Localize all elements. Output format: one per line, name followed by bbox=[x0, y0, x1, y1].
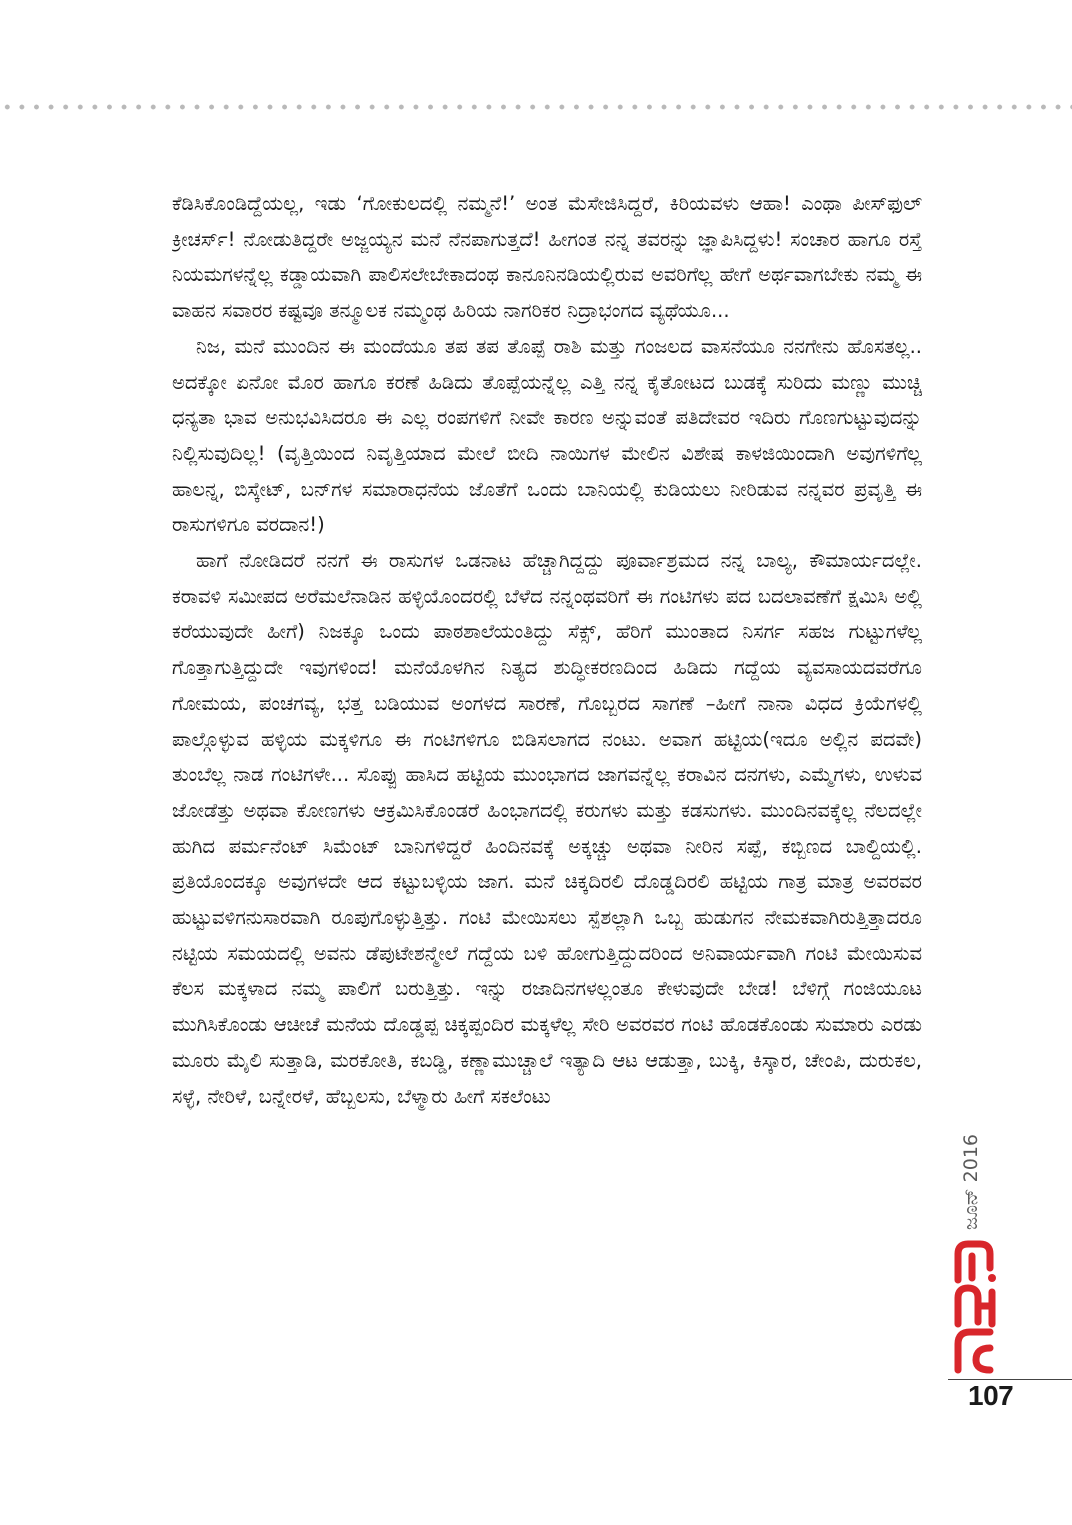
paragraph: ಕೆಡಿಸಿಕೊಂಡಿದ್ದೆಯಲ್ಲ, ಇಡು ‘ಗೋಕುಲದಲ್ಲಿ ನಮ್ಮನೆ!’ ಅಂತ ಮೆಸೇಜಿಸಿದ್ದರೆ, ಕಿರಿಯವಳು ಆಹಾ! ಎಂಥಾ ಪೀಸ್‌ಫುಲ್ ಕ್ರೀಚರ್ಸ್! ನೋಡುತಿದ್ದರೇ ಅಜ್ಜಯ್ಯನ ಮನೆ ನೆನಪಾಗುತ್ತದೆ! ಹೀಗಂತ ನನ್ನ ತವರನ್ನು ಜ್ಞಾಪಿಸಿದ್ದಳು! ಸಂಚಾರ ಹಾಗೂ ರಸ್ತೆ ನಿಯಮಗಳನ್ನೆಲ್ಲ ಕಡ್ಡಾಯವಾಗಿ ಪಾಲಿಸಲೇಬೇಕಾದಂಥ ಕಾನೂನಿನಡಿಯಲ್ಲಿರುವ ಅವರಿಗೆಲ್ಲ ಹೇಗೆ ಅರ್ಥವಾಗಬೇಕು ನಮ್ಮ ಈ ವಾಹನ ಸವಾರರ ಕಷ್ಟವೂ ತನ್ಮೂಲಕ ನಮ್ಮಂಥ ಹಿರಿಯ ನಾಗರಿಕರ ನಿದ್ರಾಭಂಗದ ವ್ಯಥೆಯೂ... bbox=[172, 192, 922, 323]
issue-date bbox=[960, 1110, 1040, 1230]
article-body bbox=[172, 186, 922, 1366]
page-number: 107 bbox=[968, 1380, 1014, 1411]
dotted-top-rule bbox=[0, 104, 1072, 110]
paragraph: ಹಾಗೆ ನೋಡಿದರೆ ನನಗೆ ಈ ರಾಸುಗಳ ಒಡನಾಟ ಹೆಚ್ಚಾಗಿದ್ದದ್ದು ಪೂರ್ವಾಶ್ರಮದ ನನ್ನ ಬಾಲ್ಯ, ಕೌಮಾರ್ಯದಲ್ಲೇ. ಕರಾವಳಿ ಸಮೀಪದ ಅರೆಮಲೆನಾಡಿನ ಹಳ್ಳಿಯೊಂದರಲ್ಲಿ ಬೆಳೆದ ನನ್ನಂಥವರಿಗೆ ಈ ಗಂಟಿಗಳು ಪದ ಬದಲಾವಣೆಗೆ ಕ್ಷಮಿಸಿ ಅಲ್ಲಿ ಕರೆಯುವುದೇ ಹೀಗೆ) ನಿಜಕ್ಕೂ ಒಂದು ಪಾಠಶಾಲೆಯಂತಿದ್ದು ಸೆಕ್ಸ್, ಹೆರಿಗೆ ಮುಂತಾದ ನಿಸರ್ಗ ಸಹಜ ಗುಟ್ಟುಗಳೆಲ್ಲ ಗೊತ್ತಾಗುತ್ತಿದ್ದುದೇ ಇವುಗಳಿಂದ! ಮನೆಯೊಳಗಿನ ನಿತ್ಯದ ಶುದ್ಧೀಕರಣದಿಂದ ಹಿಡಿದು ಗದ್ದೆಯ ವ್ಯವಸಾಯದವರೆಗೂ ಗೋಮಯ, ಪಂಚಗವ್ಯ, ಭತ್ತ ಬಡಿಯುವ ಅಂಗಳದ ಸಾರಣೆ, ಗೊಬ್ಬರದ ಸಾಗಣೆ –ಹೀಗೆ ನಾನಾ ವಿಧದ ಕ್ರಿಯೆಗಳಲ್ಲಿ ಪಾಲ್ಗೊಳ್ಳುವ ಹಳ್ಳಿಯ ಮಕ್ಕಳಿಗೂ ಈ ಗಂಟಿಗಳಿಗೂ ಬಿಡಿಸಲಾಗದ ನಂಟು. ಅವಾಗ ಹಟ್ಟಿಯ(ಇದೂ ಅಲ್ಲಿನ ಪದವೇ) ತುಂಬೆಲ್ಲ ನಾಡ ಗಂಟಿಗಳೇ... ಸೊಪ್ಪು ಹಾಸಿದ ಹಟ್ಟಿಯ ಮುಂಭಾಗದ ಜಾಗವನ್ನೆಲ್ಲ ಕರಾವಿನ ದನಗಳು, ಎಮ್ಮೆಗಳು, ಉಳುವ ಜೋಡೆತ್ತು ಅಥವಾ ಕೋಣಗಳು ಆಕ್ರಮಿಸಿಕೊಂಡರೆ ಹಿಂಭಾಗದಲ್ಲಿ ಕರುಗಳು ಮತ್ತು ಕಡಸುಗಳು. ಮುಂದಿನವಕ್ಕೆಲ್ಲ ನೆಲದಲ್ಲೇ ಹುಗಿದ ಪರ್ಮನೆಂಟ್ ಸಿಮೆಂಟ್ ಬಾನಿಗಳಿದ್ದರೆ ಹಿಂದಿನವಕ್ಕೆ ಅಕ್ಕಚ್ಚು ಅಥವಾ ನೀರಿನ ಸಪ್ಪೆ, ಕಬ್ಬಿಣದ ಬಾಲ್ದಿಯಲ್ಲಿ. ಪ್ರತಿಯೊಂದಕ್ಕೂ ಅವುಗಳದೇ ಆದ ಕಟ್ಟುಬಳ್ಳಿಯ ಜಾಗ. ಮನೆ ಚಿಕ್ಕದಿರಲಿ ದೊಡ್ಡದಿರಲಿ ಹಟ್ಟಿಯ ಗಾತ್ರ ಮಾತ್ರ ಅವರವರ ಹುಟ್ಟುವಳಿಗನುಸಾರವಾಗಿ ರೂಪುಗೊಳ್ಳುತ್ತಿತ್ತು. ಗಂಟಿ ಮೇಯಿಸಲು ಸ್ಪೆಶಲ್ಲಾಗಿ ಒಬ್ಬ ಹುಡುಗನ ನೇಮಕವಾಗಿರುತ್ತಿತ್ತಾದರೂ ನಟ್ಟಿಯ ಸಮಯದಲ್ಲಿ ಅವನು ಡೆಪುಟೇಶನ್ಮೇಲೆ ಗದ್ದೆಯ ಬಳಿ ಹೋಗುತ್ತಿದ್ದುದರಿಂದ ಅನಿವಾರ್ಯವಾಗಿ ಗಂಟಿ ಮೇಯಿಸುವ ಕೆಲಸ ಮಕ್ಕಳಾದ ನಮ್ಮ ಪಾಲಿಗೆ ಬರುತ್ತಿತ್ತು. ಇನ್ನು ರಜಾದಿನಗಳಲ್ಲಂತೂ ಕೇಳುವುದೇ ಬೇಡ! ಬೆಳಿಗ್ಗೆ ಗಂಜಿಯೂಟ ಮುಗಿಸಿಕೊಂಡು ಆಚೀಚೆ ಮನೆಯ ದೊಡ್ಡಪ್ಪ ಚಿಕ್ಕಪ್ಪಂದಿರ ಮಕ್ಕಳೆಲ್ಲ ಸೇರಿ ಅವರವರ ಗಂಟಿ ಹೊಡಕೊಂಡು ಸುಮಾರು ಎರಡು ಮೂರು ಮೈಲಿ ಸುತ್ತಾಡಿ, ಮರಕೋತಿ, ಕಬಡ್ಡಿ, ಕಣ್ಣಾಮುಚ್ಚಾಲೆ ಇತ್ಯಾದಿ ಆಟ ಆಡುತ್ತಾ, ಬುಕ್ಕಿ, ಕಿಸ್ಕಾರ, ಚೇಂಪಿ, ದುರುಕಲ, ಸಳ್ಳೆ, ನೇರಿಳೆ, ಬನ್ನೇರಳೆ, ಹೆಬ್ಬಲಸು, ಬೆಳ್ಮಾರು ಹೀಗೆ ಸಕಲೆಂಟು bbox=[172, 549, 922, 1108]
paragraph: ನಿಜ, ಮನೆ ಮುಂದಿನ ಈ ಮಂದೆಯೂ ತಪ ತಪ ತೊಪ್ಪೆ ರಾಶಿ ಮತ್ತು ಗಂಜಲದ ವಾಸನೆಯೂ ನನಗೇನು ಹೊಸತಲ್ಲ.. ಅದಕ್ಕೋ ಏನೋ ಮೊರ ಹಾಗೂ ಕರಣೆ ಹಿಡಿದು ತೊಪ್ಪೆಯನ್ನೆಲ್ಲ ಎತ್ತಿ ನನ್ನ ಕೈತೋಟದ ಬುಡಕ್ಕೆ ಸುರಿದು ಮಣ್ಣು ಮುಚ್ಚಿ ಧನ್ಯತಾ ಭಾವ ಅನುಭವಿಸಿದರೂ ಈ ಎಲ್ಲ ರಂಪಗಳಿಗೆ ನೀವೇ ಕಾರಣ ಅನ್ನುವಂತೆ ಪತಿದೇವರ ಇದಿರು ಗೊಣಗುಟ್ಟುವುದನ್ನು ನಿಲ್ಲಿಸುವುದಿಲ್ಲ! (ವೃತ್ತಿಯಿಂದ ನಿವೃತ್ತಿಯಾದ ಮೇಲೆ ಬೀದಿ ನಾಯಿಗಳ ಮೇಲಿನ ವಿಶೇಷ ಕಾಳಜಿಯಿಂದಾಗಿ ಅವುಗಳಿಗೆಲ್ಲ ಹಾಲನ್ನ, ಬಿಸ್ಕೇಟ್, ಬನ್‌ಗಳ ಸಮಾರಾಧನೆಯ ಜೊತೆಗೆ ಒಂದು ಬಾನಿಯಲ್ಲಿ ಕುಡಿಯಲು ನೀರಿಡುವ ನನ್ನವರ ಪ್ರವೃತ್ತಿ ಈ ರಾಸುಗಳಿಗೂ ವರದಾನ!) bbox=[172, 334, 922, 537]
issue-date-text: ಜೂನ್ 2016 bbox=[960, 1133, 982, 1230]
mayura-logo bbox=[950, 1236, 1000, 1376]
